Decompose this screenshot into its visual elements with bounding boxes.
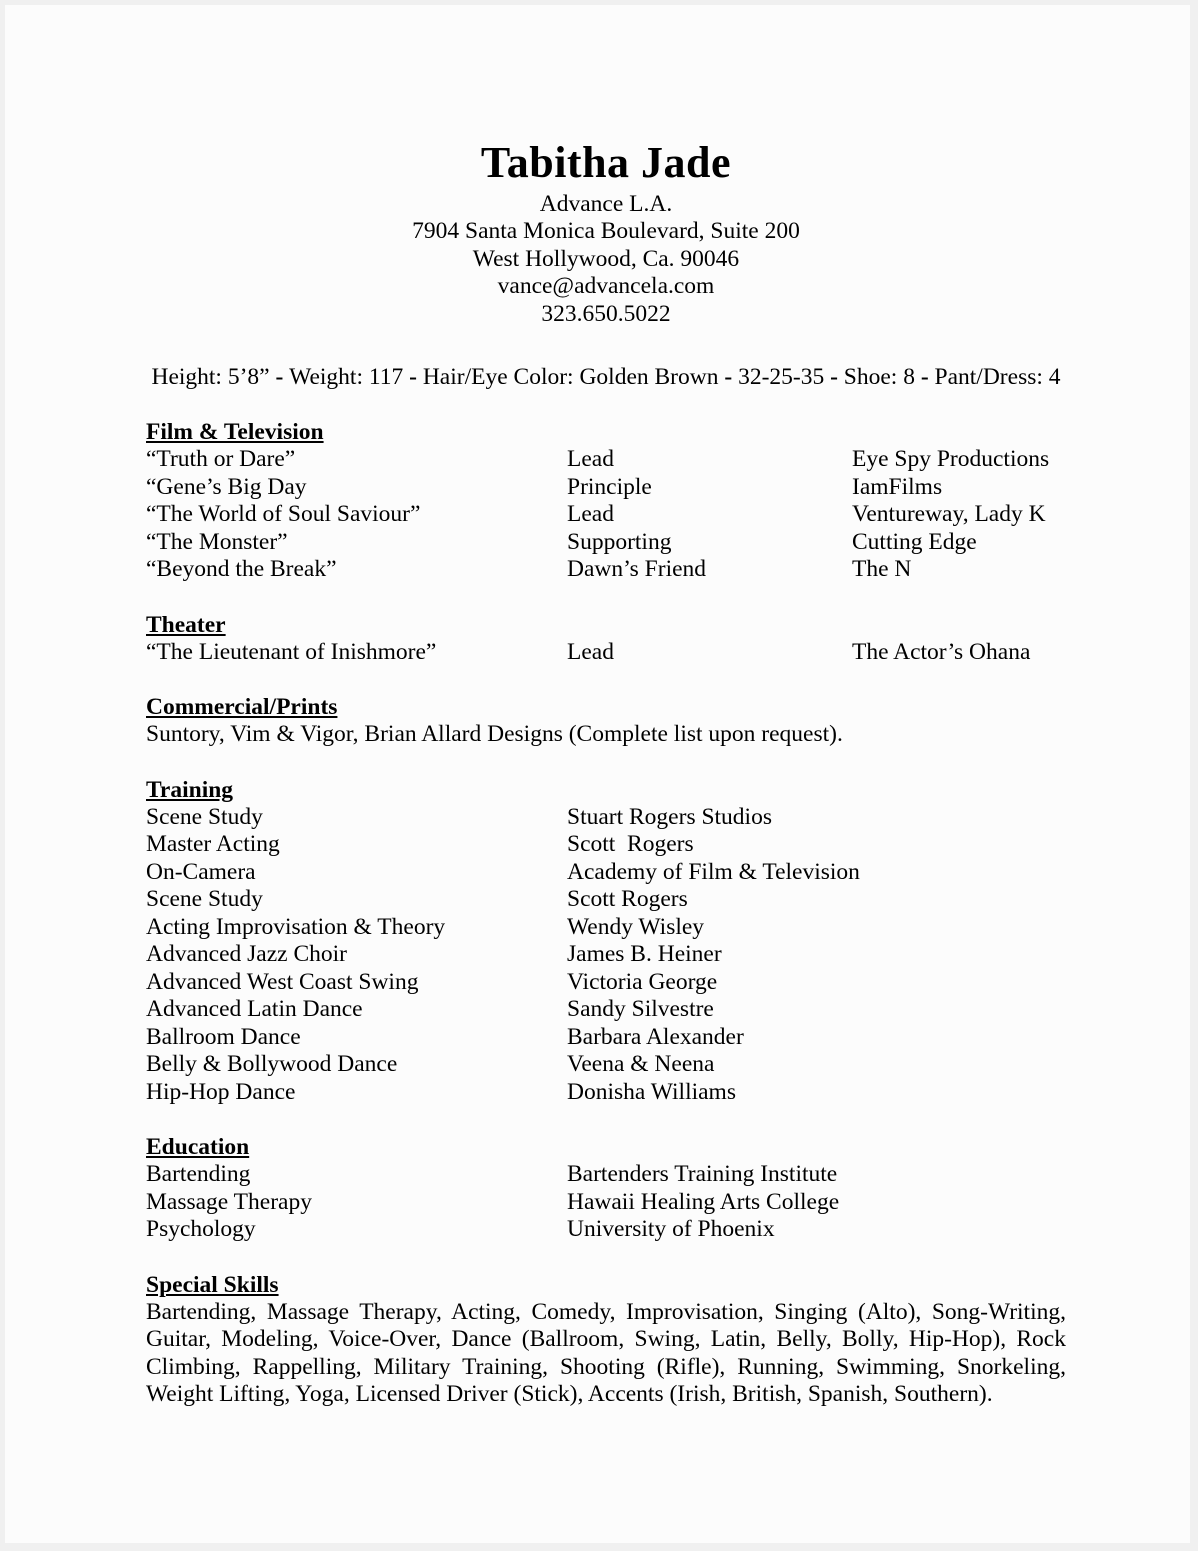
credit-title: “Gene’s Big Day xyxy=(146,473,307,500)
section-heading-commercial-prints: Commercial/Prints xyxy=(146,694,338,721)
training-subject: Hip-Hop Dance xyxy=(146,1078,296,1105)
section-heading-education: Education xyxy=(146,1134,250,1161)
resume-header xyxy=(146,5,1066,328)
stat-item: Weight: 117 xyxy=(289,364,404,391)
theater-rows xyxy=(146,639,1066,667)
training-instructor: Veena & Neena xyxy=(567,1051,715,1078)
credit-row xyxy=(146,639,1066,667)
stat-separator: - xyxy=(914,364,935,391)
list-item xyxy=(146,914,1066,942)
section-heading-wrap xyxy=(146,693,1066,721)
list-item xyxy=(146,1051,1066,1079)
education-subject: Massage Therapy xyxy=(146,1188,312,1215)
credit-role: Principle xyxy=(567,473,652,500)
section-heading-wrap xyxy=(146,1133,1066,1161)
agency-name: Advance L.A. xyxy=(539,190,673,217)
credit-company: IamFilms xyxy=(852,473,943,500)
education-school: Bartenders Training Institute xyxy=(567,1161,838,1188)
training-subject: Scene Study xyxy=(146,803,263,830)
credit-role: Dawn’s Friend xyxy=(567,556,707,583)
list-item xyxy=(146,1161,1066,1189)
training-subject: Belly & Bollywood Dance xyxy=(146,1051,398,1078)
credit-company: Cutting Edge xyxy=(852,528,977,555)
training-subject: Master Acting xyxy=(146,831,280,858)
credit-company: The Actor’s Ohana xyxy=(852,638,1031,665)
email-address: vance@advancela.com xyxy=(497,273,715,300)
film-television-rows xyxy=(146,446,1066,584)
credit-title: “The Monster” xyxy=(146,528,288,555)
stat-separator: - xyxy=(269,364,290,391)
section-education xyxy=(146,1133,1066,1244)
training-subject: Ballroom Dance xyxy=(146,1023,301,1050)
training-instructor: Donisha Williams xyxy=(567,1078,736,1105)
credit-role: Lead xyxy=(567,501,614,528)
section-theater xyxy=(146,611,1066,667)
list-item xyxy=(146,859,1066,887)
section-heading-training: Training xyxy=(146,776,234,803)
section-heading-theater: Theater xyxy=(146,611,226,638)
credit-title: “Beyond the Break” xyxy=(146,556,337,583)
physical-stats-line xyxy=(146,364,1066,391)
credit-role: Supporting xyxy=(567,528,672,555)
credit-title: “The Lieutenant of Inishmore” xyxy=(146,638,437,665)
section-heading-wrap xyxy=(146,418,1066,446)
section-commercial-prints xyxy=(146,693,1066,749)
stat-item: Shoe: 8 xyxy=(843,364,915,391)
training-instructor: Sandy Silvestre xyxy=(567,996,714,1023)
training-instructor: James B. Heiner xyxy=(567,941,722,968)
education-subject: Psychology xyxy=(146,1216,256,1243)
section-heading-special-skills: Special Skills xyxy=(146,1271,279,1298)
list-item xyxy=(146,831,1066,859)
education-school: University of Phoenix xyxy=(567,1216,775,1243)
training-instructor: Victoria George xyxy=(567,968,718,995)
address-line-2: West Hollywood, Ca. 90046 xyxy=(472,245,740,272)
training-subject: Advanced Latin Dance xyxy=(146,996,363,1023)
credit-company: The N xyxy=(852,556,912,583)
training-subject: Advanced West Coast Swing xyxy=(146,968,419,995)
resume-content xyxy=(146,5,1066,1409)
training-instructor: Stuart Rogers Studios xyxy=(567,803,772,830)
training-instructor: Scott Rogers xyxy=(567,886,688,913)
section-film-television xyxy=(146,418,1066,584)
phone-number: 323.650.5022 xyxy=(541,300,671,327)
credit-role: Lead xyxy=(567,446,614,473)
page-title: Tabitha Jade xyxy=(480,138,732,187)
list-item xyxy=(146,996,1066,1024)
credit-row xyxy=(146,556,1066,584)
credit-company: Eye Spy Productions xyxy=(852,446,1050,473)
section-special-skills xyxy=(146,1271,1066,1409)
address-line-1: 7904 Santa Monica Boulevard, Suite 200 xyxy=(412,218,800,245)
list-item xyxy=(146,804,1066,832)
credit-row xyxy=(146,501,1066,529)
stat-separator: - xyxy=(403,364,423,391)
training-rows xyxy=(146,804,1066,1107)
section-heading-wrap xyxy=(146,776,1066,804)
special-skills-body: Bartending, Massage Therapy, Acting, Comedy, Improvisation, Singing (Alto), Song-Writing, Guitar, Modeling, Voice-Over, Dance (Ballroom, Swing, Latin, Belly, Bolly, Hip-Hop), Rock Climbing, Rappelling, Military Training, Shooting (Rifle), Running, Swimming, Snorkeling, Weight Lifting, Yoga, Licensed Driver (Stick), Accents (Irish, British, Spanish, Southern). xyxy=(146,1298,1066,1408)
credit-row xyxy=(146,446,1066,474)
education-rows xyxy=(146,1161,1066,1244)
stat-separator: - xyxy=(824,364,844,391)
credit-title: “The World of Soul Saviour” xyxy=(146,501,421,528)
credit-role: Lead xyxy=(567,638,614,665)
credit-title: “Truth or Dare” xyxy=(146,446,296,473)
training-instructor: Barbara Alexander xyxy=(567,1023,744,1050)
training-instructor: Scott Rogers xyxy=(567,831,694,858)
list-item xyxy=(146,941,1066,969)
list-item xyxy=(146,1189,1066,1217)
list-item xyxy=(146,1216,1066,1244)
resume-page xyxy=(5,5,1190,1543)
credit-row xyxy=(146,529,1066,557)
stat-separator: - xyxy=(718,364,739,391)
training-subject: Advanced Jazz Choir xyxy=(146,941,347,968)
stat-item: Height: 5’8” xyxy=(151,364,270,391)
education-school: Hawaii Healing Arts College xyxy=(567,1188,840,1215)
list-item xyxy=(146,1079,1066,1107)
commercial-prints-body: Suntory, Vim & Vigor, Brian Allard Designs (Complete list upon request). xyxy=(146,721,843,748)
section-training xyxy=(146,776,1066,1107)
training-subject: Acting Improvisation & Theory xyxy=(146,913,446,940)
list-item xyxy=(146,1024,1066,1052)
list-item xyxy=(146,969,1066,997)
credit-row xyxy=(146,474,1066,502)
list-item xyxy=(146,886,1066,914)
training-instructor: Wendy Wisley xyxy=(567,913,705,940)
section-heading-film-television: Film & Television xyxy=(146,419,324,446)
credit-company: Ventureway, Lady K xyxy=(852,501,1046,528)
training-instructor: Academy of Film & Television xyxy=(567,858,860,885)
training-subject: On-Camera xyxy=(146,858,256,885)
section-heading-wrap xyxy=(146,1271,1066,1299)
stat-item: Hair/Eye Color: Golden Brown xyxy=(422,364,719,391)
stat-item: Pant/Dress: 4 xyxy=(934,364,1061,391)
stat-item: 32-25-35 xyxy=(738,364,825,391)
training-subject: Scene Study xyxy=(146,886,263,913)
education-subject: Bartending xyxy=(146,1161,251,1188)
section-heading-wrap xyxy=(146,611,1066,639)
